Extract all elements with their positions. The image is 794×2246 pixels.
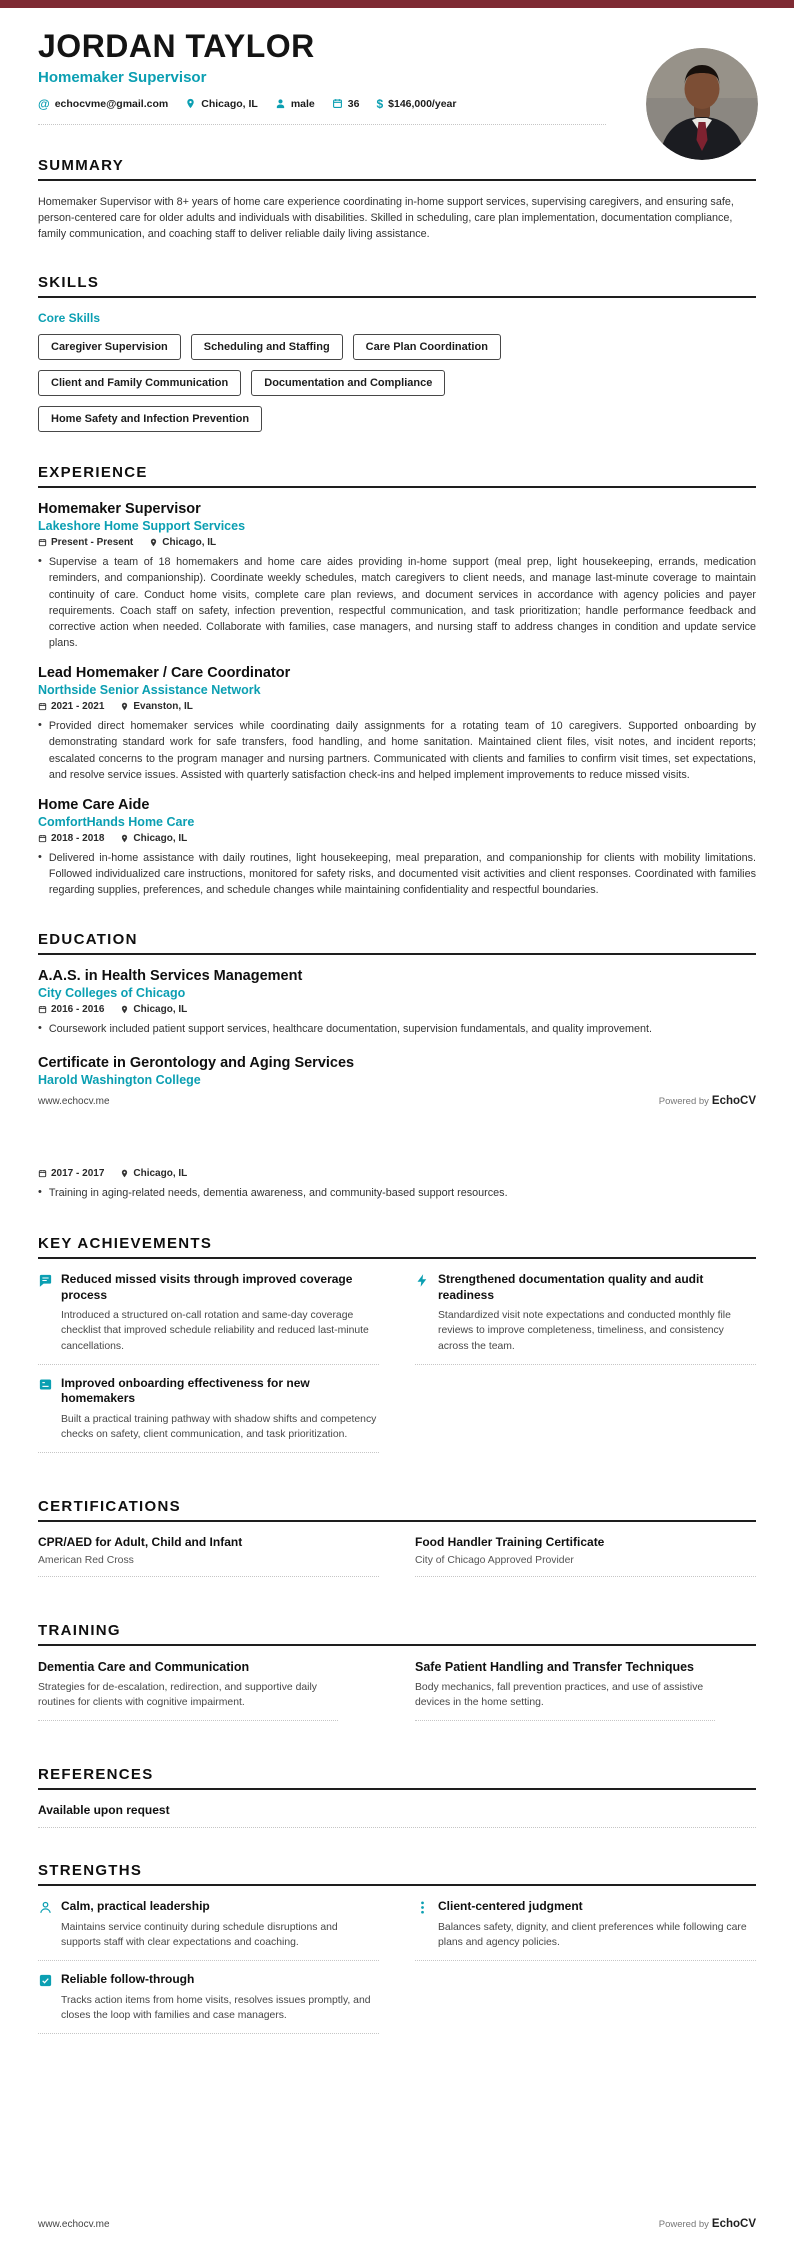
- entry-meta: [38, 833, 756, 844]
- achievement-text: Standardized visit note expectations and conducted monthly file reviews to improve completeness, timeliness, and consistency across the team.: [438, 1310, 731, 1352]
- bolt-icon: [415, 1273, 430, 1288]
- chat-icon: [38, 1273, 53, 1288]
- achievements-heading: KEY ACHIEVEMENTS: [38, 1235, 756, 1259]
- company-name: Northside Senior Assistance Network: [38, 683, 261, 698]
- section-references: [38, 1766, 756, 1828]
- location-pin-icon: [149, 538, 158, 547]
- skills-group-label: Core Skills: [38, 311, 101, 326]
- contact-gender: male: [275, 98, 315, 110]
- skills-list: [38, 334, 598, 432]
- at-icon: @: [38, 96, 50, 111]
- section-skills: [38, 274, 756, 432]
- footer-brand: EchoCV: [711, 2218, 756, 2230]
- bullet-marker: •: [38, 1186, 42, 1198]
- entry-meta: [38, 1004, 756, 1015]
- check-square-icon: [38, 1973, 53, 1988]
- training-board-icon: [38, 1377, 53, 1392]
- location-pin-icon: [120, 1169, 129, 1178]
- certification-title: CPR/AED for Adult, Child and Infant: [38, 1534, 243, 1549]
- entry-location: Chicago, IL: [120, 1168, 187, 1179]
- experience-entry: [38, 797, 756, 899]
- section-certifications: [38, 1498, 756, 1588]
- section-key-achievements: [38, 1235, 756, 1464]
- achievement-title: Improved onboarding effectiveness for new homemakers: [61, 1375, 310, 1406]
- bullet-marker: •: [38, 851, 42, 864]
- page-footer: [38, 1095, 756, 1107]
- strengths-grid: [38, 1899, 756, 2045]
- footer-powered-by: Powered by EchoCV: [658, 1095, 756, 1107]
- strength-item: [38, 1972, 379, 2034]
- education-heading: EDUCATION: [38, 931, 756, 955]
- strength-text: Maintains service continuity during schedule disruptions and supports staff with clear expectations and coaching.: [61, 1921, 338, 1949]
- certifications-heading: CERTIFICATIONS: [38, 1498, 756, 1522]
- section-experience: [38, 464, 756, 898]
- references-heading: REFERENCES: [38, 1766, 756, 1790]
- certification-item: [415, 1535, 756, 1577]
- skill-pill: Client and Family Communication: [38, 370, 241, 396]
- certification-issuer: American Red Cross: [38, 1554, 134, 1566]
- company-name: ComfortHands Home Care: [38, 815, 195, 830]
- education-bullet: • Training in aging-related needs, dementia awareness, and community-based support resources.: [38, 1185, 756, 1201]
- calendar-icon: [38, 1169, 47, 1178]
- achievement-item: [38, 1272, 379, 1364]
- summary-heading: SUMMARY: [38, 157, 756, 181]
- achievements-grid: [38, 1272, 756, 1464]
- experience-entry: [38, 501, 756, 651]
- location-pin-icon: [120, 834, 129, 843]
- leader-person-icon: [38, 1900, 53, 1915]
- calendar-icon: [38, 834, 47, 843]
- page-footer: [38, 2218, 756, 2230]
- contact-row: [38, 97, 606, 125]
- achievement-title: Reduced missed visits through improved coverage process: [61, 1272, 353, 1302]
- candidate-name: JORDAN TAYLOR: [38, 28, 315, 64]
- entry-dates: 2017 - 2017: [38, 1168, 104, 1179]
- skill-pill: Care Plan Coordination: [353, 334, 501, 360]
- page-1: [0, 8, 794, 1123]
- job-bullet: • Delivered in-home assistance with daily routines, light housekeeping, meal preparation, and companionship for clients with mobility limitations. Followed individualized care instructions, monitored for safety risks, and documented visit activities and client responses. Coordinated with families regarding supplies, preferences, and schedule changes while maintaining confidentiality and respectful boundaries.: [38, 850, 756, 899]
- job-bullet: • Provided direct homemaker services while coordinating daily assignments for a rotating team of 10 caregivers. Supported onboarding by demonstrating standard work for safe transfers, food handling, and home sanitation. Maintained client files, visit notes, and incident reports; escalated concerns to the program manager and nursing partners. Communicated with clients and families to confirm visit times, set expectations, and resolve service issues. Assisted with quarterly satisfaction check-ins and helped implement improvements to reduce missed visits.: [38, 718, 756, 783]
- strength-title: Calm, practical leadership: [61, 1898, 210, 1913]
- person-icon: [275, 98, 286, 109]
- strengths-heading: STRENGTHS: [38, 1862, 756, 1886]
- school-name: City Colleges of Chicago: [38, 985, 186, 1000]
- training-item: [38, 1659, 338, 1721]
- location-pin-icon: [120, 702, 129, 711]
- strength-title: Reliable follow-through: [61, 1972, 195, 1987]
- bullet-marker: •: [38, 1021, 42, 1034]
- references-text: Available upon request: [38, 1802, 170, 1817]
- entry-dates: 2021 - 2021: [38, 701, 104, 712]
- skill-pill: Caregiver Supervision: [38, 334, 181, 360]
- summary-text: Homemaker Supervisor with 8+ years of home care experience coordinating in-home support services, supervising caregivers, and ensuring safe, person-centered care for older adults and individuals with disabilities. Skilled in scheduling, care plan implementation, documentation compliance, family communication, and coaching staff to deliver reliable daily living assistance.: [38, 195, 734, 240]
- achievement-title: Strengthened documentation quality and audit readiness: [438, 1272, 704, 1302]
- strength-text: Balances safety, dignity, and client preferences while following care plans and agency policies.: [438, 1921, 747, 1949]
- page-2: [0, 1123, 794, 2246]
- achievement-item: [38, 1376, 379, 1453]
- education-bullet: • Coursework included patient support services, healthcare documentation, supervision fundamentals, and quality improvement.: [38, 1021, 756, 1037]
- entry-dates: Present - Present: [38, 537, 133, 548]
- bullet-marker: •: [38, 719, 42, 732]
- references-item: [38, 1803, 756, 1828]
- training-grid: [38, 1659, 756, 1732]
- contact-salary: $ $146,000/year: [376, 96, 457, 111]
- calendar-icon: [332, 98, 343, 109]
- calendar-icon: [38, 538, 47, 547]
- section-strengths: [38, 1862, 756, 2045]
- location-pin-icon: [120, 1005, 129, 1014]
- resume-header: [38, 30, 756, 125]
- contact-age: 36: [332, 98, 360, 110]
- contact-location: Chicago, IL: [185, 98, 258, 110]
- skill-pill: Home Safety and Infection Prevention: [38, 406, 262, 432]
- entry-meta: [38, 537, 756, 548]
- bullet-marker: •: [38, 555, 42, 568]
- strength-item: [38, 1899, 379, 1961]
- degree-title: Certificate in Gerontology and Aging Services: [38, 1054, 355, 1071]
- candidate-job-title: Homemaker Supervisor: [38, 68, 207, 86]
- dollar-icon: $: [376, 96, 384, 111]
- entry-location: Evanston, IL: [120, 701, 192, 712]
- footer-site-link[interactable]: www.echocv.me: [38, 2219, 110, 2230]
- entry-location: Chicago, IL: [149, 537, 216, 548]
- certification-item: [38, 1535, 379, 1577]
- entry-location: Chicago, IL: [120, 1004, 187, 1015]
- entry-dates: 2016 - 2016: [38, 1004, 104, 1015]
- degree-title: A.A.S. in Health Services Management: [38, 967, 303, 984]
- job-title: Lead Homemaker / Care Coordinator: [38, 665, 291, 682]
- education-entry: [38, 968, 756, 1037]
- certification-title: Food Handler Training Certificate: [415, 1534, 605, 1549]
- footer-site-link[interactable]: www.echocv.me: [38, 1096, 110, 1107]
- achievement-item: [415, 1272, 756, 1364]
- footer-powered-by: Powered by EchoCV: [658, 2218, 756, 2230]
- profile-photo: [646, 48, 758, 160]
- footer-brand: EchoCV: [711, 1095, 756, 1107]
- training-text: Body mechanics, fall prevention practices, and use of assistive devices in the home setting.: [415, 1681, 704, 1708]
- training-item: [415, 1659, 715, 1721]
- location-pin-icon: [185, 98, 196, 109]
- achievement-text: Built a practical training pathway with shadow shifts and competency checks on safety, client communication, and task prioritization.: [61, 1413, 377, 1440]
- skills-heading: SKILLS: [38, 274, 756, 298]
- skill-pill: Documentation and Compliance: [251, 370, 445, 396]
- experience-entry: [38, 665, 756, 783]
- avatar-illustration: [646, 48, 758, 160]
- section-summary: [38, 157, 756, 243]
- education-entry: [38, 1055, 756, 1087]
- strength-title: Client-centered judgment: [438, 1898, 583, 1913]
- education-entry-continued: [38, 1123, 756, 1201]
- strength-item: [415, 1899, 756, 1961]
- contact-email[interactable]: @ echocvme@gmail.com: [38, 96, 169, 111]
- company-name: Lakeshore Home Support Services: [38, 519, 246, 534]
- top-accent-bar: [0, 0, 794, 8]
- experience-heading: EXPERIENCE: [38, 464, 756, 488]
- entry-meta: [38, 1168, 756, 1179]
- entry-meta: [38, 701, 756, 712]
- job-bullet: • Supervise a team of 18 homemakers and home care aides providing in-home support (meal prep, light housekeeping, errands, medication reminders, and companionship). Coordinate weekly schedules, match caregivers to client needs, and manage last-minute coverage to maintain continuity of care. Conduct home visits, complete care plan reviews, and document services in accordance with agency policies and payer requirements. Coach staff on safety, infection prevention, respectful communication, and task prioritization; handle performance feedback and corrective action when needed. Collaborate with families, case managers, and nursing staff to address changes in condition and update service plans.: [38, 554, 756, 651]
- training-heading: TRAINING: [38, 1622, 756, 1646]
- entry-location: Chicago, IL: [120, 833, 187, 844]
- calendar-icon: [38, 1005, 47, 1014]
- certification-issuer: City of Chicago Approved Provider: [415, 1554, 574, 1566]
- kebab-dots-icon: [415, 1900, 430, 1915]
- calendar-icon: [38, 702, 47, 711]
- skill-pill: Scheduling and Staffing: [191, 334, 343, 360]
- certifications-grid: [38, 1535, 756, 1588]
- training-title: Safe Patient Handling and Transfer Techniques: [415, 1659, 694, 1674]
- school-name: Harold Washington College: [38, 1072, 201, 1087]
- training-title: Dementia Care and Communication: [38, 1659, 250, 1674]
- job-title: Home Care Aide: [38, 797, 150, 814]
- strength-text: Tracks action items from home visits, resolves issues promptly, and closes the loop with families and case managers.: [61, 1995, 371, 2022]
- section-training: [38, 1622, 756, 1732]
- section-education: [38, 931, 756, 1087]
- job-title: Homemaker Supervisor: [38, 501, 201, 518]
- training-text: Strategies for de-escalation, redirection, and supportive daily routines for clients with cognitive impairment.: [38, 1681, 317, 1708]
- entry-dates: 2018 - 2018: [38, 833, 104, 844]
- achievement-text: Introduced a structured on-call rotation and same-day coverage checklist that improved schedule reliability and reduced last-minute cancellations.: [61, 1310, 369, 1352]
